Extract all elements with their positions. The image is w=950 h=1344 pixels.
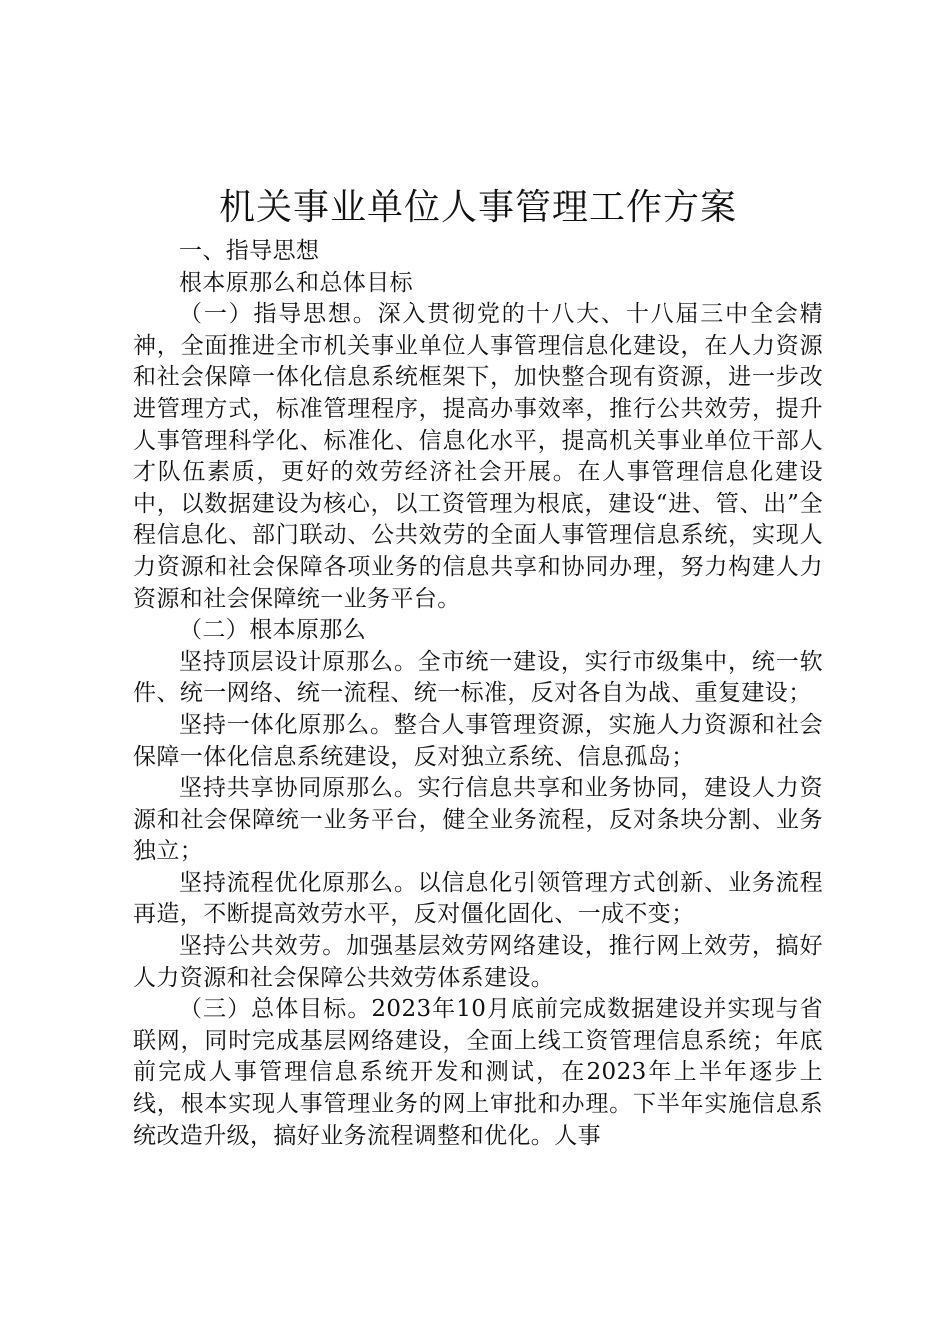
document-title: 机关事业单位人事管理工作方案 — [218, 187, 737, 228]
document-body — [133, 236, 823, 1152]
paragraph-public-service: 坚持公共效劳。加强基层效劳网络建设，推行网上效劳，搞好人力资源和社会保障公共效劳体系建设。 — [133, 933, 823, 991]
paragraph-overall-goals: （三）总体目标。2023年10月底前完成数据建设并实现与省联网，同时完成基层网络建设，全面上线工资管理信息系统；年底前完成人事管理信息系统开发和测试，在2023年上半年逐步上线，根本实现人事管理业务的网上审批和办理。下半年实施信息系统改造升级，搞好业务流程调整和优化。人事 — [133, 996, 823, 1149]
paragraph-integration: 坚持一体化原那么。整合人事管理资源，实施人力资源和社会保障一体化信息系统建设，反对独立系统、信息孤岛； — [133, 711, 823, 770]
paragraph-guiding-ideology: （一）指导思想。深入贯彻党的十八大、十八届三中全会精神，全面推进全市机关事业单位人事管理信息化建设，在人力资源和社会保障一体化信息系统框架下，加快整合现有资源，进一步改进管理方式，标准管理程序，提高办事效率，推行公共效劳，提升人事管理科学化、标准化、信息化水平，提高机关事业单位干部人才队伍素质，更好的效劳经济社会开展。在人事管理信息化建设中，以数据建设为核心，以工资管理为根底，建设“进、管、出”全程信息化、部门联动、公共效劳的全面人事管理信息系统，实现人力资源和社会保障各项业务的信息共享和协同办理，努力构建人力资源和社会保障统一业务平台。 — [133, 301, 823, 612]
subheading-principles-goals: 根本原那么和总体目标 — [179, 269, 413, 296]
section-heading-guiding-ideology: 一、指导思想 — [179, 238, 320, 264]
paragraph-process-optimization: 坚持流程优化原那么。以信息化引领管理方式创新、业务流程再造，不断提高效劳水平，反对僵化固化、一成不变； — [133, 869, 823, 928]
paragraph-sharing-collaboration: 坚持共享协同原那么。实行信息共享和业务协同，建设人力资源和社会保障统一业务平台，健全业务流程，反对条块分割、业务独立； — [133, 775, 823, 865]
paragraph-top-level-design: 坚持顶层设计原那么。全市统一建设，实行市级集中，统一软件、统一网络、统一流程、统一标准，反对各自为战、重复建设； — [133, 648, 823, 707]
subheading-basic-principles: （二）根本原那么 — [179, 617, 367, 644]
document-page — [133, 0, 823, 1344]
